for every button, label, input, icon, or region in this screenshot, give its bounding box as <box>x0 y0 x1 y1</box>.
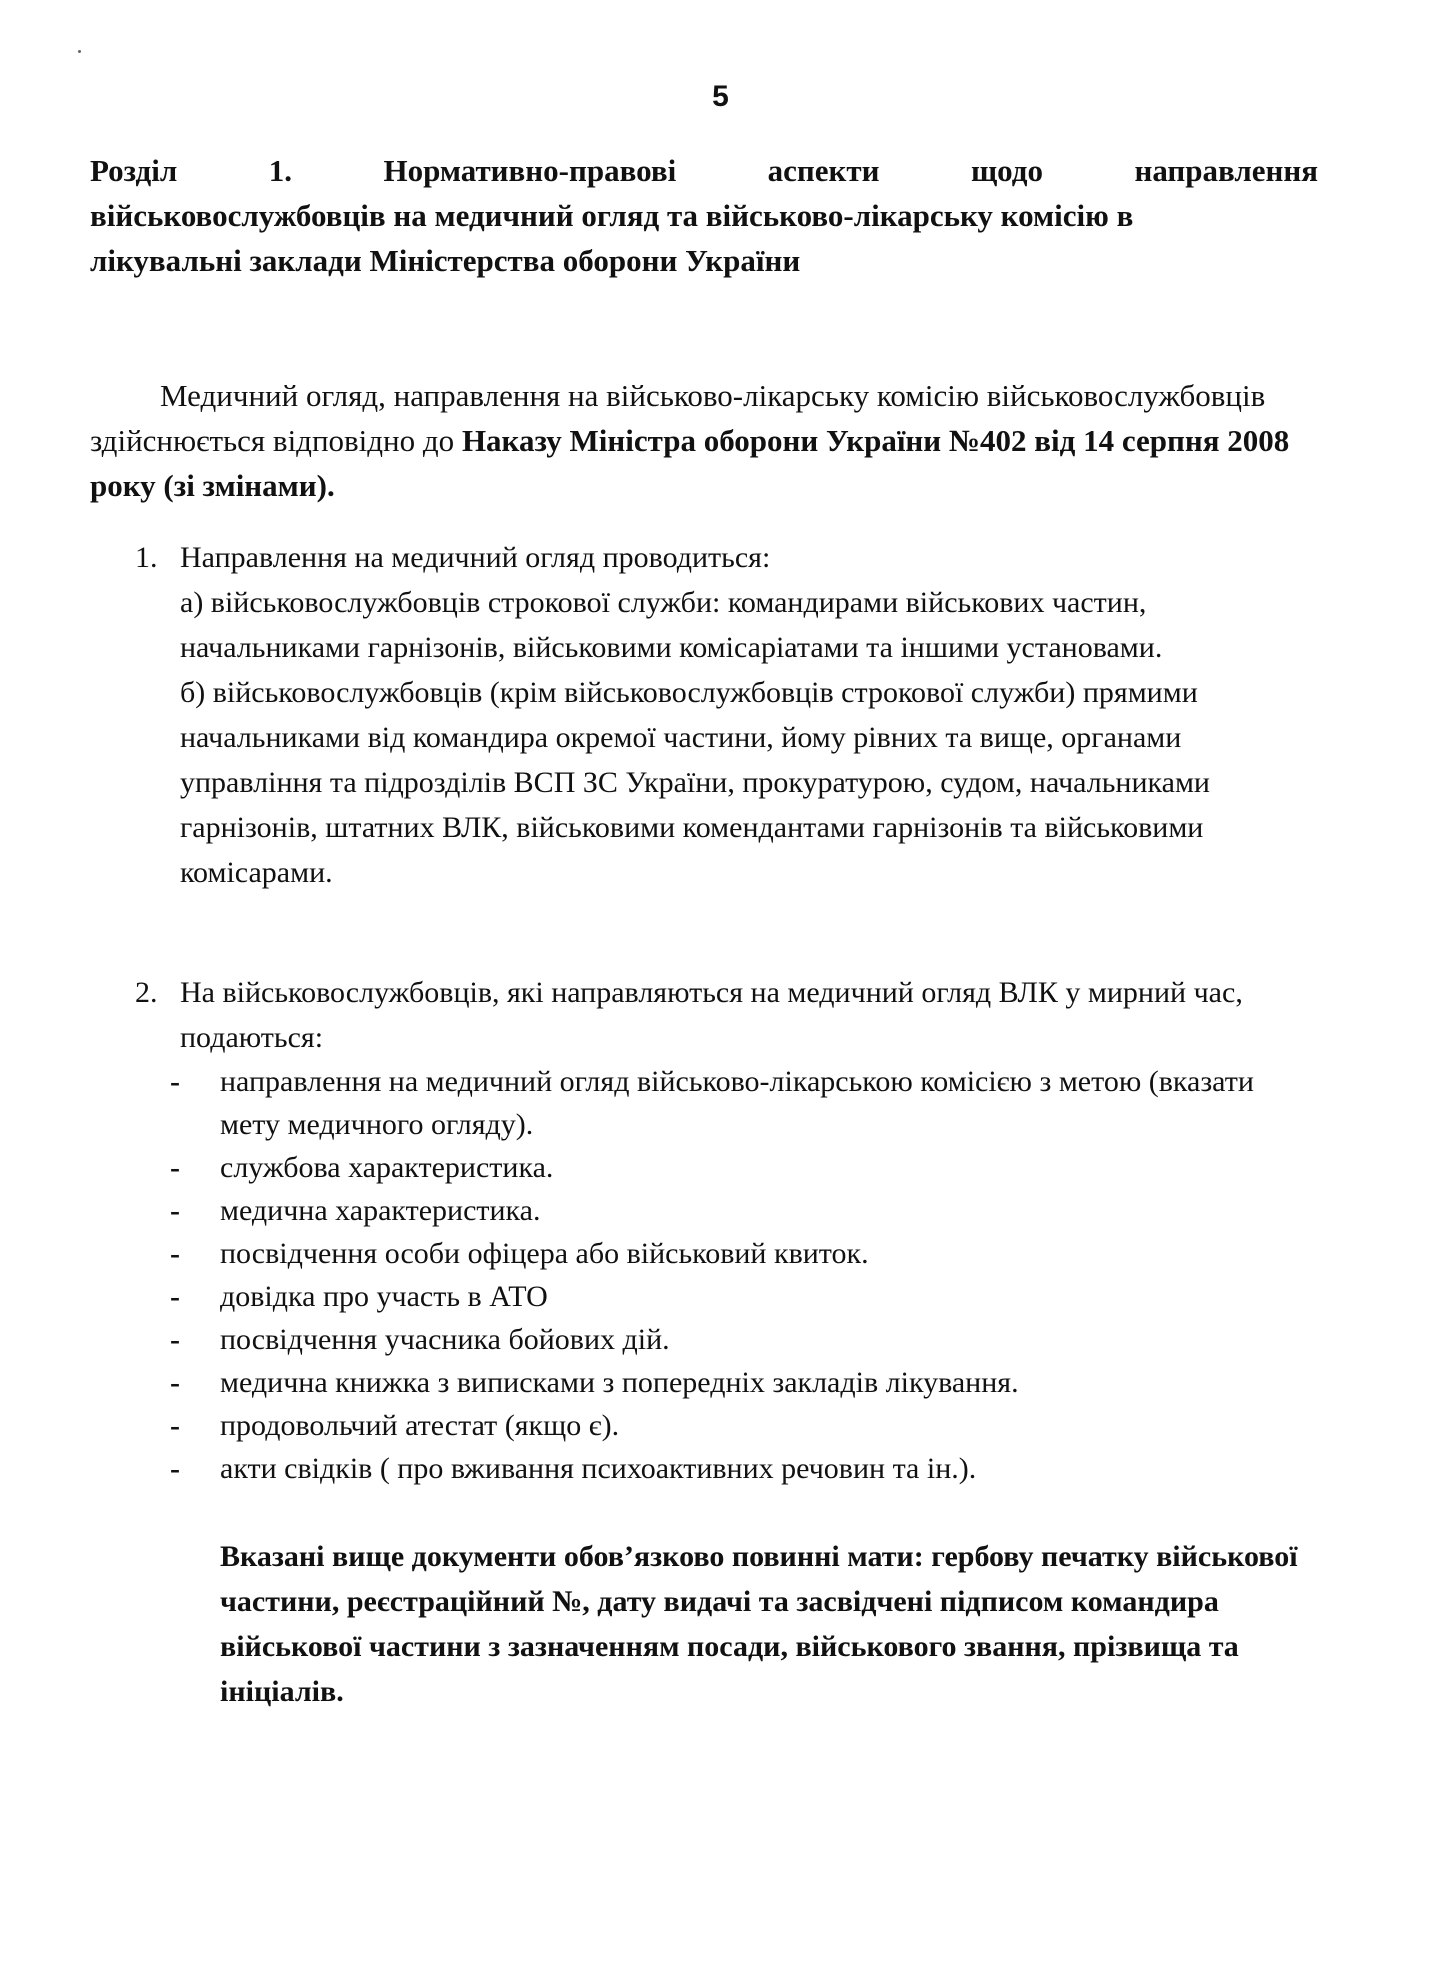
item-title: На військовослужбовців, які направляються на медичний огляд ВЛК у мирний час, подаються: <box>180 976 1243 1054</box>
item-number: 2. <box>135 976 158 1009</box>
page-number: 5 <box>712 80 729 113</box>
dash-bullet: - <box>170 1237 180 1270</box>
list-item <box>170 1361 1320 1404</box>
list-item-2 <box>135 970 1325 1060</box>
list-item-text: медична книжка з виписками з попередніх закладів лікування. <box>220 1366 1019 1399</box>
list-item <box>170 1189 1320 1232</box>
heading-word: аспекти <box>767 153 880 188</box>
list-item-text: службова характеристика. <box>220 1151 554 1184</box>
list-item <box>170 1232 1320 1275</box>
item-body <box>180 535 1325 895</box>
item-body <box>180 970 1325 1060</box>
item-number: 1. <box>135 541 158 574</box>
intro-paragraph <box>90 373 1318 508</box>
dash-bullet: - <box>170 1366 180 1399</box>
list-item-text: посвідчення особи офіцера або військовий квиток. <box>220 1237 869 1270</box>
heading-line-3: лікувальні заклади Міністерства оборони України <box>90 243 801 278</box>
dash-bullet: - <box>170 1151 180 1184</box>
list-item-text: медична характеристика. <box>220 1194 541 1227</box>
list-item <box>170 1447 1320 1490</box>
heading-word: щодо <box>971 153 1043 188</box>
dash-bullet: - <box>170 1194 180 1227</box>
list-item-text: направлення на медичний огляд військово-лікарською комісією з метою (вказати мету медичного огляду). <box>220 1065 1254 1141</box>
list-item <box>170 1404 1320 1447</box>
list-item <box>170 1275 1320 1318</box>
section-heading <box>90 148 1318 283</box>
scan-speck <box>78 50 81 53</box>
heading-word: Розділ <box>90 153 178 188</box>
required-documents-list <box>170 1060 1320 1490</box>
list-item-text: продовольчий атестат (якщо є). <box>220 1409 620 1442</box>
requirements-note: Вказані вище документи обов’язково повинні мати: гербову печатку військової частини, реєстраційний №, дату видачі та засвідчені підписом командира військової частини з зазначенням посади, військового звання, прізвища та ініціалів. <box>220 1540 1298 1708</box>
list-item-1 <box>135 535 1325 895</box>
list-item-text: акти свідків ( про вживання психоактивних речовин та ін.). <box>220 1452 977 1485</box>
heading-word: направлення <box>1134 153 1318 188</box>
list-item <box>170 1060 1320 1146</box>
item-title: Направлення на медичний огляд проводиться: <box>180 541 771 574</box>
heading-line-1 <box>90 148 1318 193</box>
list-item-text: довідка про участь в АТО <box>220 1280 548 1313</box>
heading-word: 1. <box>268 153 292 188</box>
intro-order-reference: Наказу Міністра оборони України №402 від 14 серпня 2008 року (зі змінами). <box>90 423 1290 503</box>
dash-bullet: - <box>170 1323 180 1356</box>
sub-item-b: б) військовослужбовців (крім військовослужбовців строкової служби) прямими начальниками від командира окремої частини, йому рівних та вище, органами управління та підрозділів ВСП ЗС України, прокуратурою, судом, начальниками гарнізонів, штатних ВЛК, військовими комендантами гарнізонів та військовими комісарами. <box>180 676 1210 889</box>
sub-item-a: а) військовослужбовців строкової служби: командирами військових частин, начальниками гарнізонів, військовими комісаріатами та іншими установами. <box>180 586 1163 664</box>
list-item <box>170 1318 1320 1361</box>
heading-word: Нормативно-правові <box>383 153 677 188</box>
dash-bullet: - <box>170 1065 180 1098</box>
dash-bullet: - <box>170 1452 180 1485</box>
heading-line-2: військовослужбовців на медичний огляд та військово-лікарську комісію в <box>90 198 1134 233</box>
intro-text: Медичний огляд, направлення на військово-лікарську комісію військовослужбовців здійснюється відповідно до <box>90 378 1266 458</box>
list-item <box>170 1146 1320 1189</box>
list-item-text: посвідчення учасника бойових дій. <box>220 1323 670 1356</box>
dash-bullet: - <box>170 1409 180 1442</box>
dash-bullet: - <box>170 1280 180 1313</box>
